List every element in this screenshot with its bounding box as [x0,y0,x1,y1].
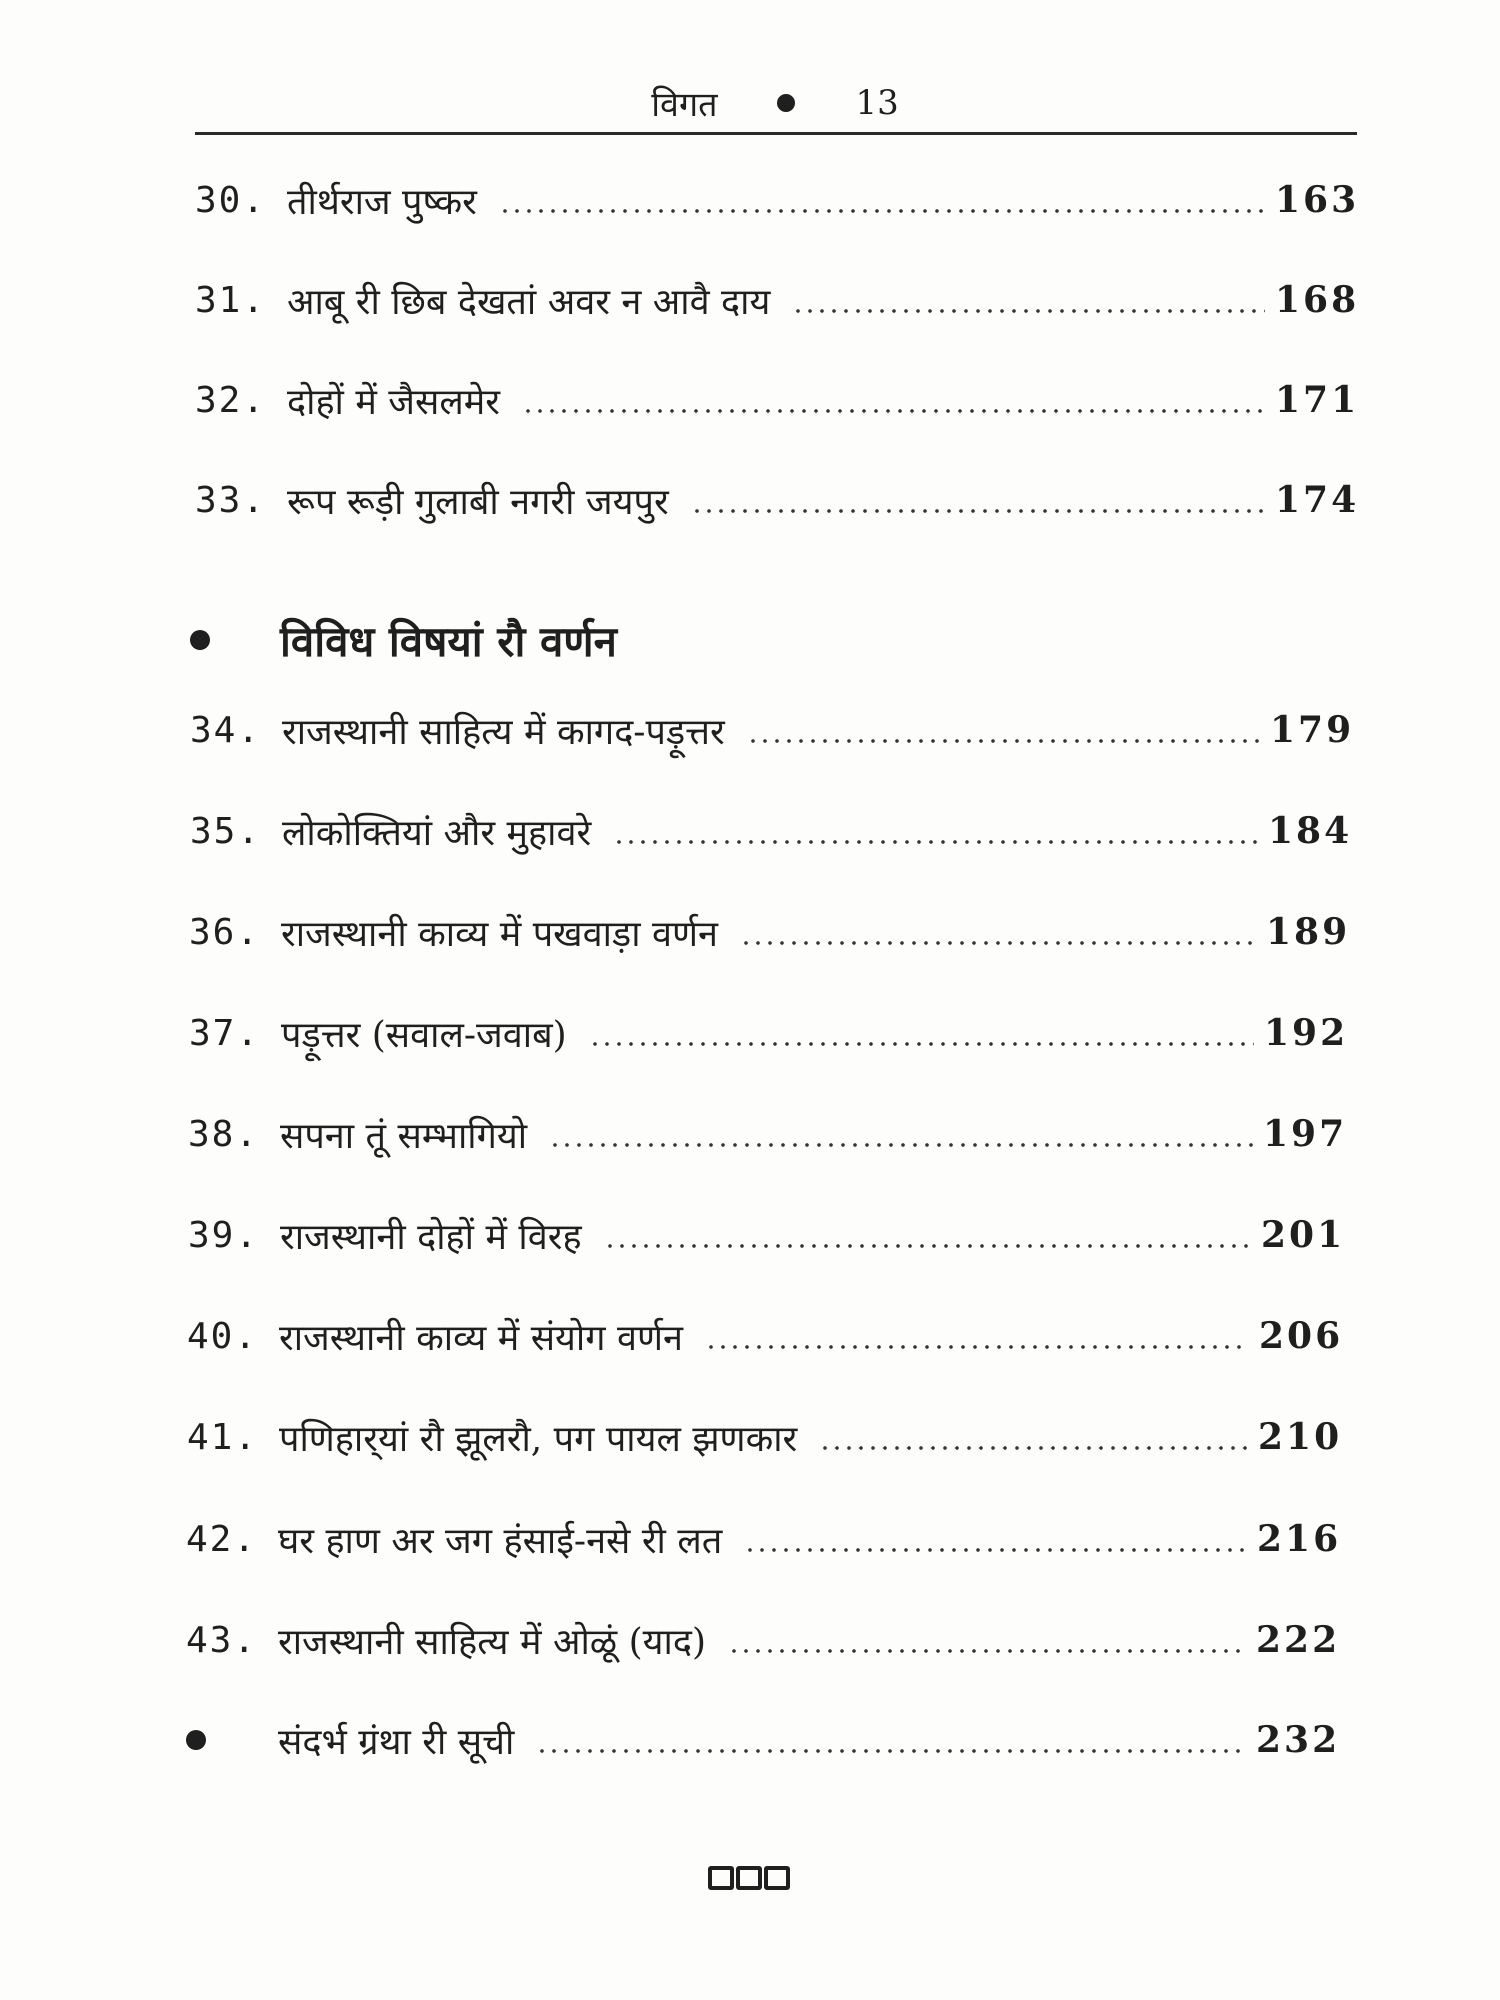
entry-page: 192 [1264,1012,1349,1054]
entry-title: दोहों में जैसलमेर [287,381,501,423]
entry-title: तीर्थराज पुष्कर [287,181,477,223]
entry-title: संदर्भ ग्रंथा री सूची [278,1721,515,1763]
dot-leader [589,1042,1254,1046]
dot-leader [522,409,1265,413]
section-heading-text: विविध विषयां रौ वर्णन [280,616,617,666]
entry-title: घर हाण अर जग हंसाई-नसे री लत [278,1520,723,1562]
entry-page: 210 [1258,1416,1343,1458]
entry-number: 42. [186,1518,258,1560]
dot-leader [705,1345,1249,1349]
toc-entry [195,370,1360,430]
toc-entry [195,170,1360,230]
dot-leader [499,209,1265,213]
entry-number: 43. [186,1619,258,1661]
entry-number: 30. [195,179,267,221]
entry-page: 216 [1257,1518,1342,1560]
entry-page: 171 [1275,379,1360,421]
bullet-icon [186,1730,206,1750]
square-icon [764,1866,790,1890]
entry-number: 33. [195,479,267,521]
toc-entry [189,902,1351,962]
entry-title: राजस्थानी काव्य में संयोग वर्णन [279,1317,683,1359]
entry-number: 39. [188,1214,260,1256]
header-rule [195,132,1357,135]
square-icon [708,1866,734,1890]
entry-page: 206 [1259,1315,1344,1357]
dot-leader [613,840,1258,844]
dot-leader [792,309,1265,313]
toc-entry [195,270,1360,330]
entry-title: पणिहार्‌यां रौ झूलरौ, पग पायल झणकार [279,1418,798,1460]
toc-entry [187,1407,1343,1467]
entry-page: 201 [1261,1214,1346,1256]
entry-title: पड़ूत्तर (सवाल-जवाब) [281,1014,567,1056]
entry-number: 31. [195,279,267,321]
entry-title: सपना तूं सम्भागियो [280,1115,528,1157]
entry-title: आबू री छिब देखतां अवर न आवै दाय [287,281,771,323]
bullet-icon [777,94,795,112]
end-mark [708,1866,790,1890]
toc-entry [195,470,1360,530]
dot-leader [549,1143,1253,1147]
toc-entry [189,1003,1349,1063]
toc-entry [188,1104,1348,1164]
toc-entry-bibliography [186,1710,1341,1770]
header-title: विगत [651,85,718,125]
entry-title: रूप रूड़ी गुलाबी नगरी जयपुर [287,481,669,523]
entry-number: 32. [195,379,267,421]
entry-page: 174 [1275,479,1360,521]
entry-number: 34. [190,709,262,751]
entry-title: राजस्थानी काव्य में पखवाड़ा वर्णन [281,913,718,955]
entry-page: 179 [1270,709,1355,751]
entry-page: 197 [1263,1113,1348,1155]
toc-entry [186,1509,1342,1569]
dot-leader [744,1548,1247,1552]
entry-title: राजस्थानी साहित्य में ओळूं (याद) [278,1621,706,1663]
entry-number: 41. [187,1416,259,1458]
toc-entry [187,1306,1344,1366]
entry-number: 36. [189,911,261,953]
entry-title: राजस्थानी साहित्य में कागद-पड़ूत्तर [282,711,725,753]
entry-number: 35. [190,810,262,852]
entry-number: 37. [189,1012,261,1054]
entry-page: 168 [1275,279,1360,321]
dot-leader [728,1649,1246,1653]
entry-page: 184 [1268,810,1353,852]
toc-entry [190,801,1353,861]
entry-page: 232 [1256,1719,1341,1761]
dot-leader [819,1446,1248,1450]
dot-leader [536,1749,1246,1753]
toc-entry [190,700,1355,760]
page-header [195,78,1355,128]
entry-number: 40. [187,1315,259,1357]
toc-entry [186,1610,1341,1670]
square-icon [736,1866,762,1890]
bullet-icon [190,630,210,650]
toc-entry [188,1205,1346,1265]
dot-leader [740,941,1256,945]
entry-page: 222 [1256,1619,1341,1661]
entry-title: राजस्थानी दोहों में विरह [280,1216,582,1258]
dot-leader [747,739,1260,743]
entry-number: 38. [188,1113,260,1155]
dot-leader [691,509,1265,513]
entry-page: 189 [1266,911,1351,953]
dot-leader [604,1244,1251,1248]
section-heading [190,605,617,675]
header-page-number: 13 [855,83,899,123]
entry-page: 163 [1275,179,1360,221]
entry-title: लोकोक्तियां और मुहावरे [282,812,592,854]
